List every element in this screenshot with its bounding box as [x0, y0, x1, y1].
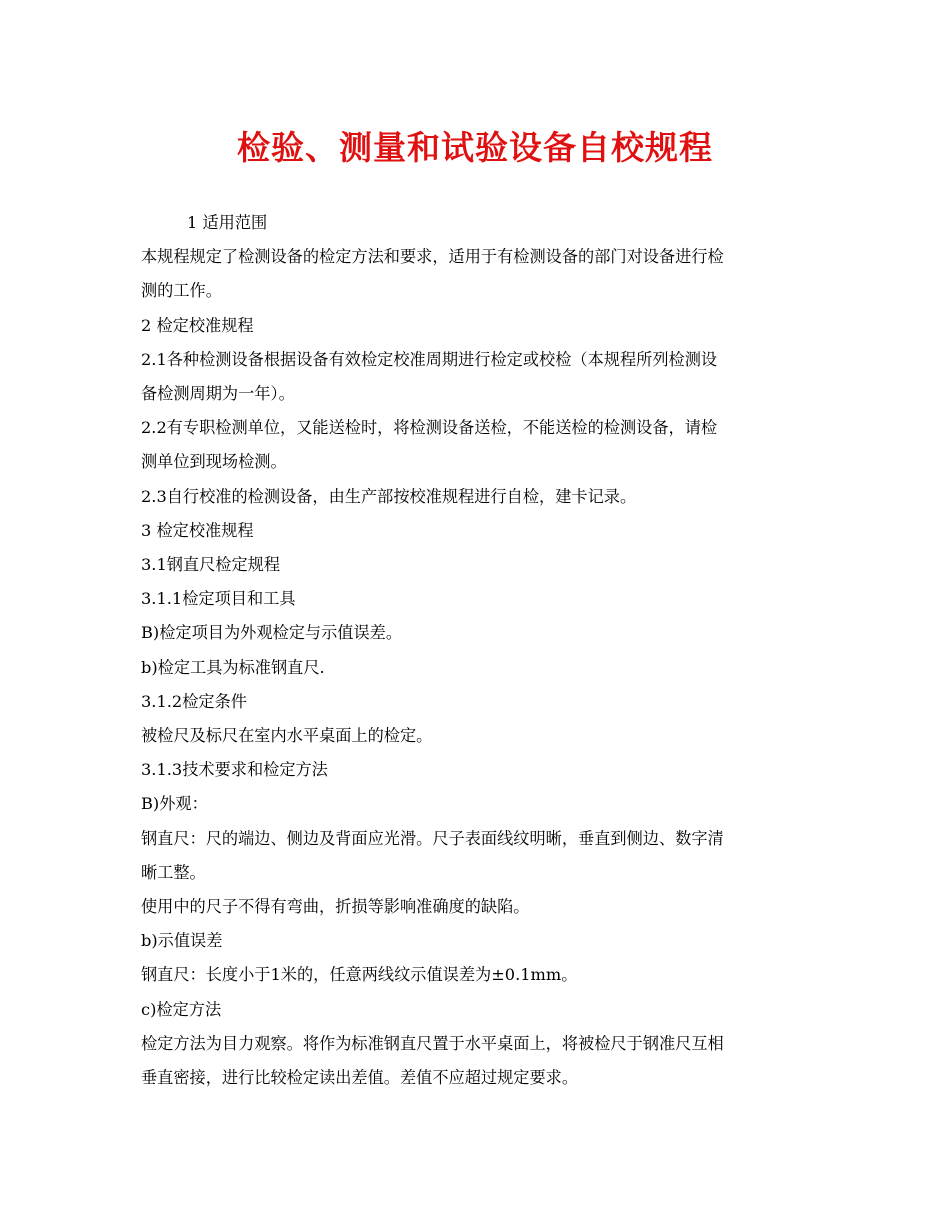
body-line: 备检测周期为一年）。 — [141, 384, 295, 404]
body-line: 被检尺及标尺在室内水平桌面上的检定。 — [141, 726, 433, 746]
body-line: b)示值误差 — [141, 931, 223, 951]
body-line: 本规程规定了检测设备的检定方法和要求，适用于有检测设备的部门对设备进行检 — [141, 247, 724, 267]
body-line: 2.3自行校准的检测设备，由生产部按校准规程进行自检，建卡记录。 — [141, 486, 637, 506]
subsection-heading: 3.1钢直尺检定规程 — [141, 555, 281, 575]
section-heading: 2 检定校准规程 — [141, 315, 254, 335]
body-line: 检定方法为目力观察。将作为标准钢直尺置于水平桌面上，将被检尺于钢准尺互相 — [141, 1033, 724, 1053]
body-line: 垂直密接，进行比较检定读出差值。差值不应超过规定要求。 — [141, 1068, 579, 1088]
body-line: 使用中的尺子不得有弯曲，折损等影响准确度的缺陷。 — [141, 897, 530, 917]
body-line: b)检定工具为标准钢直尺. — [141, 657, 325, 677]
body-line: 钢直尺：长度小于1米的，任意两线纹示值误差为±0.1mm。 — [141, 965, 578, 985]
document-body — [141, 206, 811, 1095]
body-line: 测单位到现场检测。 — [141, 452, 287, 472]
body-line: 测的工作。 — [141, 281, 222, 301]
body-line: 钢直尺：尺的端边、侧边及背面应光滑。尺子表面线纹明晰，垂直到侧边、数字清 — [141, 828, 724, 848]
body-line: B)检定项目为外观检定与示值误差。 — [141, 623, 403, 643]
subsection-heading: 3.1.3技术要求和检定方法 — [141, 760, 328, 780]
section-heading: 1 适用范围 — [187, 213, 268, 232]
body-line: B)外观： — [141, 794, 208, 814]
body-line: 晰工整。 — [141, 862, 206, 882]
section-heading: 3 检定校准规程 — [141, 520, 254, 540]
body-line: 2.2有专职检测单位，又能送检时，将检测设备送检，不能送检的检测设备，请检 — [141, 418, 718, 438]
subsection-heading: 3.1.1检定项目和工具 — [141, 589, 296, 609]
subsection-heading: 3.1.2检定条件 — [141, 691, 247, 711]
body-line: 2.1各种检测设备根据设备有效检定校准周期进行检定或校检（本规程所列检测设 — [141, 349, 718, 369]
body-line: c)检定方法 — [141, 999, 222, 1019]
document-title: 检验、测量和试验设备自校规程 — [237, 128, 713, 167]
